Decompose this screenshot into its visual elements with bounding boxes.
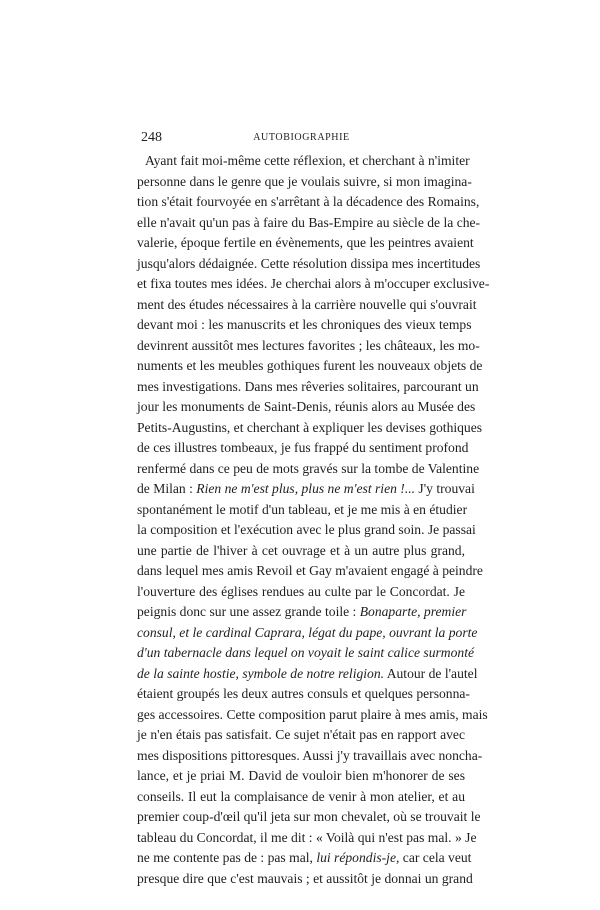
text-segment: de ces illustres tombeaux, je fus frappé du sentiment profond <box>137 440 469 455</box>
text-segment: mes dispositions pittoresques. Aussi j'y travaillais avec noncha- <box>137 747 483 763</box>
text-line <box>137 479 475 500</box>
text-segment: conseils. Il eut la complaisance de venir à mon atelier, et au <box>137 788 465 804</box>
text-line <box>137 561 483 582</box>
text-segment: devant moi : les manuscrits et les chroniques des vieux temps <box>137 317 472 332</box>
text-segment: numents et les meubles gothiques furent les nouveaux objets de <box>137 358 483 373</box>
text-line <box>137 192 480 213</box>
text-line <box>137 336 480 357</box>
text-line <box>137 725 465 746</box>
italic-text-segment: Bonaparte, premier <box>359 604 467 619</box>
text-line <box>137 541 465 562</box>
text-line <box>137 213 481 234</box>
page-number: 248 <box>141 130 162 145</box>
text-segment: spontanément le motif d'un tableau, et je me mis à en étudier <box>137 501 468 517</box>
text-line <box>137 520 476 541</box>
text-segment: ne me contente pas de : pas mal, <box>137 850 317 865</box>
text-segment: car cela veut <box>399 850 472 865</box>
text-line <box>137 377 479 398</box>
text-line <box>137 746 483 767</box>
text-segment: devinrent aussitôt mes lectures favorites ; les châteaux, les mo- <box>137 337 480 353</box>
text-segment: de Milan : <box>137 481 197 496</box>
text-line <box>137 397 476 418</box>
text-line <box>137 664 478 685</box>
text-segment: valerie, époque fertile en évènements, que les peintres avaient <box>137 235 474 250</box>
text-segment: jusqu'alors dédaignée. Cette résolution dissipa mes incertitudes <box>137 255 481 271</box>
text-segment: ment des études nécessaires à la carrière nouvelle qui s'ouvrait <box>137 296 477 312</box>
text-segment: J'y trouvai <box>415 481 475 496</box>
text-line <box>137 274 490 295</box>
text-line <box>137 869 473 890</box>
text-segment: Petits-Augustins, et cherchant à expliquer les devises gothiques <box>137 419 483 435</box>
italic-text-segment: d'un tabernacle dans lequel on voyait le saint calice surmonté <box>137 645 475 660</box>
text-line <box>137 705 488 726</box>
text-line <box>137 254 481 275</box>
text-line <box>137 151 470 172</box>
text-line <box>137 766 465 787</box>
text-segment: une partie de l'hiver à cet ouvrage et à un autre plus grand, <box>137 542 465 558</box>
text-line <box>137 643 475 664</box>
text-line <box>137 172 472 193</box>
text-segment: presque dire que c'est mauvais ; et aussitôt je donnai un grand <box>137 870 473 886</box>
text-line <box>137 787 465 808</box>
text-segment: Autour de l'autel <box>384 665 478 681</box>
text-line <box>137 848 472 869</box>
italic-text-segment: lui répondis-je, <box>316 850 400 865</box>
text-segment: ges accessoires. Cette composition parut plaire à mes amis, mais <box>137 706 488 722</box>
text-segment: Ayant fait moi-même cette réflexion, et cherchant à n'imiter <box>145 153 470 168</box>
italic-text-segment: Rien ne m'est plus, plus ne m'est rien !... <box>196 481 416 496</box>
text-segment: personne dans le genre que je voulais suivre, si mon imagina- <box>137 173 472 189</box>
text-segment: premier coup-d'œil qu'il jeta sur mon chevalet, où se trouvait le <box>137 809 481 824</box>
text-line <box>137 582 465 603</box>
text-line <box>137 315 472 336</box>
body-text <box>137 151 490 889</box>
text-line <box>137 623 478 644</box>
text-line <box>137 684 470 705</box>
text-line <box>137 356 483 377</box>
text-line <box>137 807 481 828</box>
text-line <box>137 418 483 439</box>
text-line <box>137 828 477 849</box>
text-segment: et fixa toutes mes idées. Je cherchai alors à m'occuper exclusive- <box>137 276 490 291</box>
italic-text-segment: consul, et le cardinal Caprara, légat du pape, ouvrant la porte <box>137 624 478 640</box>
text-segment: l'ouverture des églises rendues au culte par le Concordat. Je <box>137 583 465 599</box>
text-segment: lance, et je priai M. David de vouloir bien m'honorer de ses <box>137 768 465 783</box>
text-segment: je n'en étais pas satisfait. Ce sujet n'était pas en rapport avec <box>137 727 465 742</box>
text-segment: mes investigations. Dans mes rêveries solitaires, parcourant un <box>137 378 479 394</box>
text-line <box>137 438 469 459</box>
text-segment: renfermé dans ce peu de mots gravés sur la tombe de Valentine <box>137 460 480 476</box>
text-segment: elle n'avait qu'un pas à faire du Bas-Empire au siècle de la che- <box>137 214 481 230</box>
text-segment: peignis donc sur une assez grande toile : <box>137 604 360 619</box>
text-line <box>137 295 477 316</box>
text-segment: tion s'était fourvoyée en s'arrêtant à la décadence des Romains, <box>137 194 480 209</box>
text-segment: tableau du Concordat, il me dit : « Voilà qui n'est pas mal. » Je <box>137 829 477 845</box>
page-header <box>141 130 462 146</box>
text-line <box>137 602 465 623</box>
text-segment: étaient groupés les deux autres consuls et quelques personna- <box>137 686 470 701</box>
text-line <box>137 500 468 521</box>
text-line <box>137 459 480 480</box>
text-segment: la composition et l'exécution avec le plus grand soin. Je passai <box>137 522 476 537</box>
text-line <box>137 233 474 254</box>
running-title: AUTOBIOGRAPHIE <box>253 132 350 143</box>
italic-text-segment: de la sainte hostie, symbole de notre religion. <box>137 665 385 681</box>
text-segment: dans lequel mes amis Revoil et Gay m'avaient engagé à peindre <box>137 563 483 578</box>
text-segment: jour les monuments de Saint-Denis, réunis alors au Musée des <box>137 399 476 414</box>
